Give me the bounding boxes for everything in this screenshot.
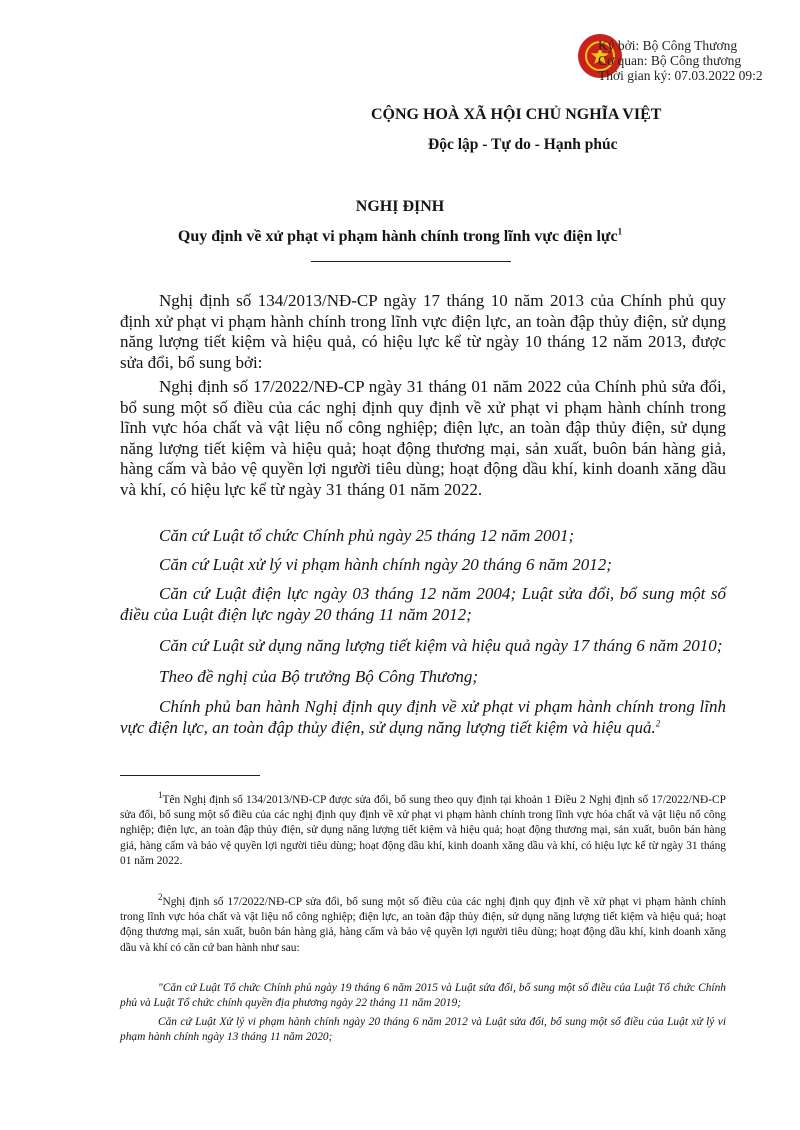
preamble-line-4: Căn cứ Luật sử dụng năng lượng tiết kiệm và hiệu quả ngày 17 tháng 6 năm 2010; — [159, 636, 723, 655]
signing-agency: Cơ quan: Bộ Công thương — [598, 53, 742, 68]
footnote-1-text: Tên Nghị định số 134/2013/NĐ-CP được sửa đổi, bổ sung theo quy định tại khoản 1 Điều 2 Nghị định số 17/2022/NĐ-CP sửa đổi, bổ sung một số điều của các nghị định quy định về xử phạt vi phạm hành chính trong lĩnh vực hóa chất và vật liệu nổ công nghiệp; điện lực, an toàn đập thủy điện, sử dụng năng lượng tiết kiệm và hiệu quả; hoạt động thương mại, sản xuất, buôn bán hàng giả, hàng cấm và bảo vệ quyền lợi người tiêu dùng; hoạt động dầu khí, kinh doanh xăng dầu và khí, có hiệu lực kể từ ngày 31 tháng 01 năm 2022. — [120, 794, 726, 867]
preamble-line-2: Căn cứ Luật xử lý vi phạm hành chính ngày 20 tháng 6 năm 2012; — [159, 555, 612, 574]
footnote-1-mark: 1 — [158, 790, 163, 801]
digital-signature-info — [598, 38, 763, 83]
footnote-2-mark: 2 — [158, 892, 163, 903]
promulgation-statement — [120, 697, 726, 738]
body-paragraph-1: Nghị định số 134/2013/NĐ-CP ngày 17 tháng 10 năm 2013 của Chính phủ quy định xử phạt vi phạm hành chính trong lĩnh vực điện lực, an toàn đập thủy điện, sử dụng năng lượng tiết kiệm và hiệu quả, có hiệu lực kể từ ngày 10 tháng 12 năm 2013, được sửa đổi, bổ sung bởi: — [120, 291, 726, 372]
title-footnote-mark: 1 — [617, 226, 623, 237]
document-title-text: Quy định về xử phạt vi phạm hành chính trong lĩnh vực điện lực — [177, 228, 618, 245]
signed-time: Thời gian ký: 07.03.2022 09:2 — [598, 68, 763, 83]
preamble-line-5: Theo đề nghị của Bộ trưởng Bộ Công Thương; — [159, 667, 479, 686]
national-title: CỘNG HOÀ XÃ HỘI CHỦ NGHĨA VIỆT — [371, 106, 662, 123]
document-type: NGHỊ ĐỊNH — [355, 198, 445, 215]
preamble-line-3: Căn cứ Luật điện lực ngày 03 tháng 12 năm 2004; Luật sửa đổi, bổ sung một số điều của Luật điện lực ngày 20 tháng 11 năm 2012; — [120, 584, 726, 624]
footnote-2 — [120, 892, 726, 956]
promulgation-text: Chính phủ ban hành Nghị định quy định về xử phạt vi phạm hành chính trong lĩnh vực điện lực, an toàn đập thủy điện, sử dụng năng lượng tiết kiệm và hiệu quả. — [120, 697, 726, 737]
document-title — [0, 228, 800, 246]
preamble-line-1: Căn cứ Luật tổ chức Chính phủ ngày 25 tháng 12 năm 2001; — [159, 526, 575, 545]
footnote-quote-2: Căn cứ Luật Xử lý vi phạm hành chính ngày 20 tháng 6 năm 2012 và Luật sửa đổi, bổ sung một số điều của Luật xử lý vi phạm hành chính ngày 13 tháng 11 năm 2020; — [120, 1016, 726, 1044]
title-underline — [311, 261, 511, 262]
body-paragraph-2: Nghị định số 17/2022/NĐ-CP ngày 31 tháng 01 năm 2022 của Chính phủ sửa đổi, bổ sung một số điều của các nghị định quy định về xử phạt vi phạm hành chính trong lĩnh vực hóa chất và vật liệu nổ công nghiệp; điện lực, an toàn đập thủy điện, sử dụng năng lượng tiết kiệm và hiệu quả; hoạt động thương mại, sản xuất, buôn bán hàng giả, hàng cấm và bảo vệ quyền lợi người tiêu dùng; hoạt động dầu khí, kinh doanh xăng dầu và khí, có hiệu lực kể từ ngày 31 tháng 01 năm 2022. — [120, 377, 726, 499]
footnote-2-text: Nghị định số 17/2022/NĐ-CP sửa đổi, bổ sung một số điều của các nghị định quy định về xử phạt vi phạm hành chính trong lĩnh vực hóa chất và vật liệu nổ công nghiệp; điện lực, an toàn đập thủy điện, sử dụng năng lượng tiết kiệm và hiệu quả; hoạt động thương mại, sản xuất, buôn bán hàng giả, hàng cấm và bảo vệ quyền lợi người tiêu dùng; hoạt động dầu khí, kinh doanh xăng dầu và khí có căn cứ ban hành như sau: — [120, 896, 726, 954]
footnote-separator — [120, 775, 260, 776]
promulgation-footnote-mark: 2 — [655, 717, 661, 728]
national-motto: Độc lập - Tự do - Hạnh phúc — [428, 136, 618, 153]
signed-by: Ký bởi: Bộ Công Thương — [598, 38, 738, 53]
footnote-1 — [120, 790, 726, 869]
footnote-quote-1: "Căn cứ Luật Tổ chức Chính phủ ngày 19 tháng 6 năm 2015 và Luật sửa đổi, bổ sung một số điều của Luật Tổ chức Chính phủ và Luật Tổ chức chính quyền địa phương ngày 22 tháng 11 năm 2019; — [120, 982, 726, 1010]
